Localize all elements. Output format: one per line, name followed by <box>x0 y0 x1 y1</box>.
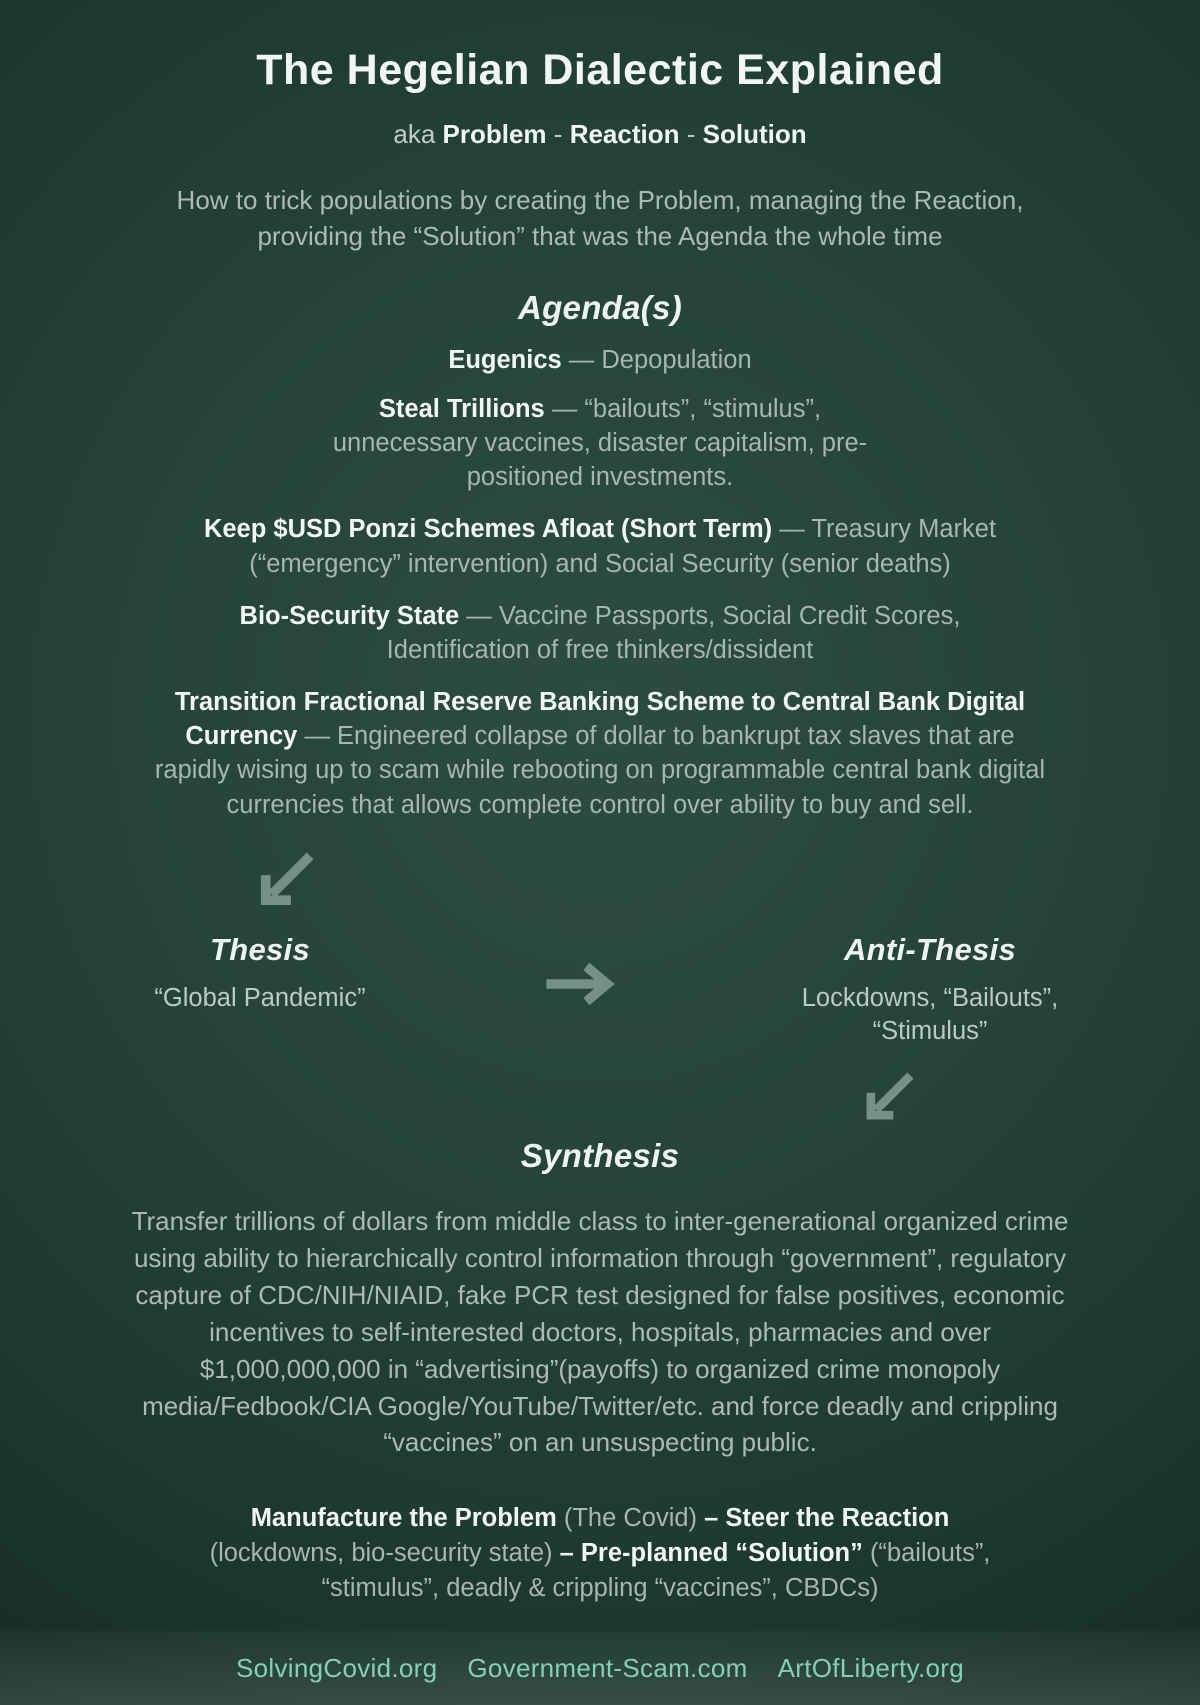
synthesis-body: Transfer trillions of dollars from middle class to inter-generational organized crime using ability to hierarchically control information through “government”, regulatory capture of CDC/NIH/NIAID, fake PCR test designed for false positives, economic incentives to self-interested doctors, hospitals, pharmacies and over $1,000,000,000 in “advertising”(payoffs) to organized crime monopoly media/Fedbook/CIA Google/YouTube/Twitter/etc. and force deadly and crippling “vaccines” on an unsuspecting public. <box>131 1205 1069 1458</box>
conclusion-text <box>185 1501 1015 1605</box>
agenda-item-bio-security <box>170 599 1030 667</box>
down-left-arrow-icon <box>855 1065 923 1131</box>
em-dash: — <box>568 345 595 374</box>
agenda-item-cbdc <box>145 685 1055 822</box>
em-dash: — <box>551 394 578 423</box>
down-left-arrow-icon <box>248 844 322 918</box>
conclusion-bold-segment: Manufacture the Problem <box>250 1504 557 1533</box>
subtitle-separator: - <box>686 119 696 149</box>
agenda-item-body: Depopulation <box>601 345 752 374</box>
footer-link-government-scam[interactable]: Government-Scam.com <box>467 1652 748 1683</box>
agenda-item-ponzi-schemes <box>135 512 1065 580</box>
footer-link-solvingcovid[interactable]: SolvingCovid.org <box>236 1652 438 1683</box>
subtitle-term-problem: Problem <box>442 119 547 149</box>
thesis-heading: Thesis <box>209 931 310 967</box>
antithesis-body: Lockdowns, “Bailouts”, “Stimulus” <box>801 983 1059 1046</box>
footer-link-artofliberty[interactable]: ArtOfLiberty.org <box>777 1652 964 1683</box>
subtitle-term-solution: Solution <box>702 119 807 149</box>
agenda-item-lead: Transition Fractional Reserve Banking Scheme to Central Bank Digital Currency <box>174 688 1026 751</box>
conclusion-light-segment: (“bailouts”, “stimulus”, deadly & crippling “vaccines”, CBDCs) <box>321 1538 991 1602</box>
conclusion-bold-segment: – Steer the Reaction <box>704 1504 950 1533</box>
right-arrow-icon <box>450 932 710 1008</box>
agenda-item-lead: Eugenics <box>448 345 562 374</box>
agenda-item-lead: Keep $USD Ponzi Schemes Afloat (Short Term) <box>203 515 773 544</box>
agenda-heading: Agenda(s) <box>517 288 683 326</box>
em-dash: — <box>779 515 805 544</box>
conclusion-bold-segment: – Pre-planned “Solution” <box>559 1538 863 1567</box>
agenda-item-eugenics <box>150 343 1050 377</box>
antithesis-heading: Anti-Thesis <box>843 931 1017 967</box>
thesis-block <box>70 932 450 1016</box>
subtitle-separator: - <box>553 119 563 149</box>
em-dash: — <box>466 601 492 630</box>
agenda-item-body: Engineered collapse of dollar to bankrupt tax slaves that are rapidly wising up to scam while rebooting on programmable central bank digital currencies that allows complete control over ability to buy and sell. <box>154 722 1046 819</box>
dialectic-row <box>0 932 1200 1049</box>
thesis-body: “Global Pandemic” <box>154 983 366 1012</box>
agenda-item-lead: Bio-Security State <box>239 601 460 630</box>
conclusion-light-segment: (The Covid) <box>563 1504 698 1533</box>
antithesis-block <box>710 932 1150 1049</box>
agenda-item-lead: Steal Trillions <box>378 394 545 423</box>
agenda-item-body: Treasury Market (“emergency” intervention) and Social Security (senior deaths) <box>249 515 997 578</box>
subtitle <box>0 119 1200 150</box>
agenda-item-steal-trillions <box>320 392 880 494</box>
agenda-item-body: Vaccine Passports, Social Credit Scores, Identification of free thinkers/dissident <box>386 601 961 664</box>
synthesis-heading: Synthesis <box>520 1136 680 1174</box>
intro-text: How to trick populations by creating the Problem, managing the Reaction, providing the “Solution” that was the Agenda the whole time <box>176 185 1024 252</box>
em-dash: — <box>304 722 330 751</box>
footer <box>0 1631 1200 1705</box>
page-title: The Hegelian Dialectic Explained <box>256 46 944 94</box>
subtitle-term-reaction: Reaction <box>569 119 680 149</box>
agenda-item-body: “bailouts”, “stimulus”, unnecessary vaccines, disaster capitalism, pre-positioned investments. <box>332 394 868 492</box>
subtitle-prefix: aka <box>393 119 436 149</box>
conclusion-light-segment: (lockdowns, bio-security state) <box>209 1538 553 1567</box>
